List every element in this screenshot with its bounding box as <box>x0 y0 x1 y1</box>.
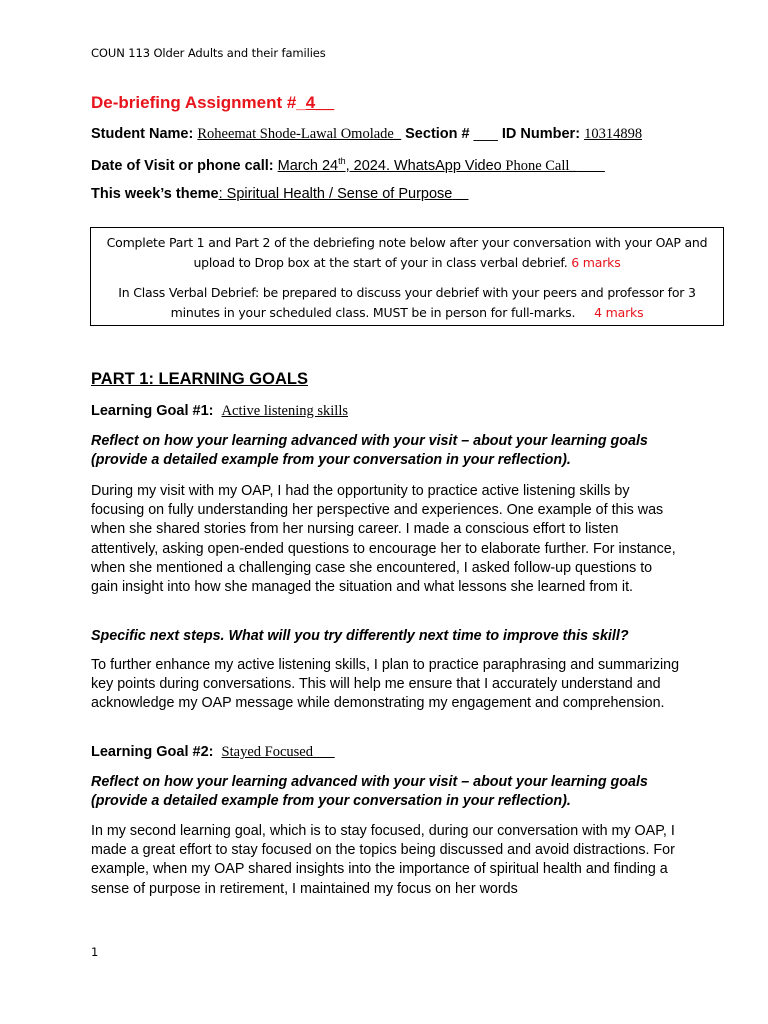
section-value: ___ <box>473 126 498 142</box>
title-prefix: De-briefing Assignment #_ <box>91 93 306 112</box>
part1-heading: PART 1: LEARNING GOALS <box>91 370 308 388</box>
goal1-next-steps: To further enhance my active listening skills, I plan to practice paraphrasing and summarizing key points during conversations. This will help me ensure that I accurately understand and acknowledge my OAP message while demonstrating my engagement and comprehension. <box>91 657 680 712</box>
instructions-text-1: Complete Part 1 and Part 2 of the debriefing note below after your conversation with your OAP and upload to Drop box at the start of your in class verbal debrief. <box>106 235 708 270</box>
theme-value <box>219 186 469 202</box>
goal2-trailing <box>313 744 335 760</box>
goal1-next-steps-prompt: Specific next steps. What will you try differently next time to improve this skill? <box>91 628 629 644</box>
marks-badge-1: 6 marks <box>571 255 621 270</box>
assignment-title <box>91 93 334 113</box>
visit-line <box>91 156 605 175</box>
visit-trailing <box>577 158 605 174</box>
assignment-number: 4 <box>305 93 316 112</box>
goal2-line <box>91 744 335 761</box>
goal2-text: Stayed Focused <box>221 744 313 760</box>
theme-line <box>91 186 468 202</box>
instructions-para-1 <box>97 233 717 273</box>
page-number: 1 <box>91 945 99 959</box>
goal2-value <box>222 744 335 760</box>
goal1-reflection: During my visit with my OAP, I had the opportunity to practice active listening skills by focusing on fully understanding her perspective and experiences. One example of this was when she shared stories from her nursing career. I made a conscious effort to listen attentively, asking open-ended questions to encourage her to elaborate further. For instance, when she mentioned a challenging case she encountered, I asked follow-up questions to gain insight into how she managed the situation and what lessons she learned from it. <box>91 483 676 596</box>
marks-badge-2: 4 marks <box>594 305 644 320</box>
goal2-reflect-prompt: Reflect on how your learning advanced with your visit – about your learning goals (provide a detailed example from your conversation in your reflection). <box>91 774 648 810</box>
student-name-label: Student Name: <box>91 126 194 142</box>
student-line <box>91 126 642 143</box>
visit-method: , 2024. WhatsApp Video <box>345 157 502 174</box>
visit-date-suffix: th <box>338 156 346 166</box>
goal2-reflection: In my second learning goal, which is to stay focused, during our conversation with my OAP, I made a great effort to stay focused on the topics being discussed and avoid distractions. For example, when my OAP shared insights into the importance of spiritual health and finding a sense of purpose in retirement, I maintained my focus on her words <box>91 823 675 897</box>
visit-date: March 24 <box>277 157 339 174</box>
theme-text: : Spiritual Health / Sense of Purpose <box>218 186 453 202</box>
theme-trailing <box>452 186 468 202</box>
title-suffix: __ <box>315 93 335 112</box>
student-name-value: Roheemat Shode-Lawal Omolade_ <box>197 126 402 142</box>
id-value: 10314898 <box>584 126 643 142</box>
goal1-value: Active listening skills <box>221 403 349 419</box>
goal2-label: Learning Goal #2: <box>91 744 214 760</box>
theme-label: This week’s theme <box>91 186 219 202</box>
goal1-reflect-prompt: Reflect on how your learning advanced with your visit – about your learning goals (provide a detailed example from your conversation in your reflection). <box>91 433 648 469</box>
instructions-box <box>90 227 724 326</box>
section-label: Section # <box>405 126 470 142</box>
goal1-line <box>91 403 348 420</box>
id-label: ID Number: <box>501 126 581 142</box>
visit-value <box>278 158 605 174</box>
goal1-label: Learning Goal #1: <box>91 403 214 419</box>
instructions-text-2: In Class Verbal Debrief: be prepared to discuss your debrief with your peers and professor for 3 minutes in your scheduled class. MUST be in person for full-marks. <box>118 285 696 320</box>
instructions-para-2 <box>97 283 717 323</box>
course-header: COUN 113 Older Adults and their families <box>91 46 326 60</box>
visit-label: Date of Visit or phone call: <box>91 157 274 174</box>
visit-phone: Phone Call_ <box>501 157 577 174</box>
